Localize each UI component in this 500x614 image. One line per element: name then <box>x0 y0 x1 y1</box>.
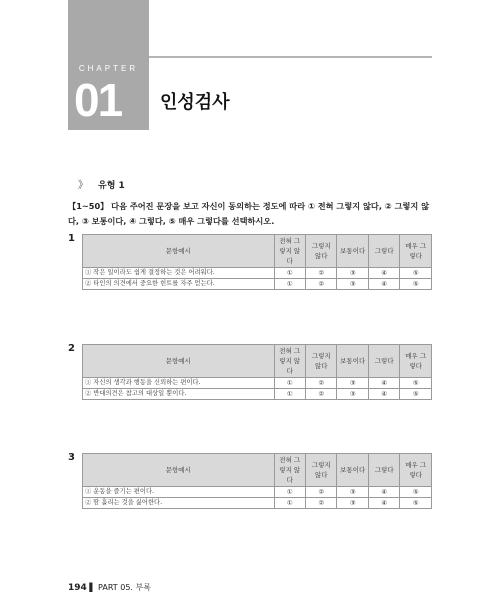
header-strongly-disagree: 전혀 그렇지 않다 <box>274 454 305 487</box>
option-1[interactable]: ① <box>274 487 305 498</box>
survey-table <box>82 453 432 509</box>
table-row <box>83 378 432 389</box>
chapter-block <box>68 0 149 130</box>
question-number: 2 <box>68 343 75 354</box>
statement-text: ② 반대의견은 참고의 대상일 뿐이다. <box>83 389 275 400</box>
statement-text: ② 땀 흘리는 것을 싫어한다. <box>83 498 275 509</box>
option-2[interactable]: ② <box>306 279 337 290</box>
option-1[interactable]: ① <box>274 389 305 400</box>
option-5[interactable]: ⑤ <box>400 378 432 389</box>
option-2[interactable]: ② <box>306 498 337 509</box>
header-statement: 문항예시 <box>83 235 275 268</box>
header-agree: 그렇다 <box>368 454 399 487</box>
option-2[interactable]: ② <box>306 378 337 389</box>
header-disagree: 그렇지 않다 <box>306 454 337 487</box>
footer-part-label: PART 05. 부록 <box>98 583 151 592</box>
option-5[interactable]: ⑤ <box>400 487 432 498</box>
survey-table <box>82 234 432 290</box>
section-heading <box>78 176 125 191</box>
statement-text: ① 자신의 생각과 행동을 신뢰하는 편이다. <box>83 378 275 389</box>
table-row <box>83 498 432 509</box>
table-header-row <box>83 345 432 378</box>
option-1[interactable]: ① <box>274 498 305 509</box>
option-2[interactable]: ② <box>306 389 337 400</box>
header-neutral: 보통이다 <box>337 235 368 268</box>
option-4[interactable]: ④ <box>368 389 399 400</box>
option-3[interactable]: ③ <box>337 498 368 509</box>
header-strongly-agree: 매우 그렇다 <box>400 345 432 378</box>
top-rule <box>149 56 432 58</box>
option-3[interactable]: ③ <box>337 487 368 498</box>
double-chevron-icon: 》 <box>78 180 88 191</box>
option-3[interactable]: ③ <box>337 279 368 290</box>
statement-text: ① 작은 일이라도 쉽게 결정하는 것은 어려워다. <box>83 268 275 279</box>
table-header-row <box>83 235 432 268</box>
page-number: 194 <box>68 583 87 593</box>
header-strongly-agree: 매우 그렇다 <box>400 454 432 487</box>
table-header-row <box>83 454 432 487</box>
chapter-number: 01 <box>74 74 122 126</box>
option-5[interactable]: ⑤ <box>400 498 432 509</box>
option-1[interactable]: ① <box>274 378 305 389</box>
header-strongly-disagree: 전혀 그렇지 않다 <box>274 235 305 268</box>
table-row <box>83 487 432 498</box>
option-3[interactable]: ③ <box>337 378 368 389</box>
section-title: 유형 1 <box>98 181 125 191</box>
table-row <box>83 279 432 290</box>
header-neutral: 보통이다 <box>337 454 368 487</box>
table-row <box>83 268 432 279</box>
header-strongly-disagree: 전혀 그렇지 않다 <box>274 345 305 378</box>
option-4[interactable]: ④ <box>368 268 399 279</box>
header-statement: 문항예시 <box>83 454 275 487</box>
header-disagree: 그렇지 않다 <box>306 235 337 268</box>
option-4[interactable]: ④ <box>368 279 399 290</box>
instruction-text: 【1~50】 다음 주어진 문장을 보고 자신이 동의하는 정도에 따라 ① 전혀 그렇지 않다, ② 그렇지 않다, ③ 보통이다, ④ 그렇다, ⑤ 매우 그렇다를 선택하시오. <box>68 201 430 226</box>
header-disagree: 그렇지 않다 <box>306 345 337 378</box>
option-4[interactable]: ④ <box>368 487 399 498</box>
statement-text: ① 운동을 즐기는 편이다. <box>83 487 275 498</box>
header-statement: 문항예시 <box>83 345 275 378</box>
page-footer <box>68 582 151 593</box>
chapter-title: 인성검사 <box>160 92 230 113</box>
survey-table <box>82 344 432 400</box>
statement-text: ② 타인의 의견에서 중요한 힌트를 자주 얻는다. <box>83 279 275 290</box>
table-row <box>83 389 432 400</box>
chapter-label: CHAPTER <box>78 64 139 73</box>
option-4[interactable]: ④ <box>368 498 399 509</box>
header-agree: 그렇다 <box>368 345 399 378</box>
header-agree: 그렇다 <box>368 235 399 268</box>
option-2[interactable]: ② <box>306 268 337 279</box>
option-3[interactable]: ③ <box>337 389 368 400</box>
option-1[interactable]: ① <box>274 279 305 290</box>
option-4[interactable]: ④ <box>368 378 399 389</box>
option-1[interactable]: ① <box>274 268 305 279</box>
option-2[interactable]: ② <box>306 487 337 498</box>
option-5[interactable]: ⑤ <box>400 389 432 400</box>
option-5[interactable]: ⑤ <box>400 268 432 279</box>
option-5[interactable]: ⑤ <box>400 279 432 290</box>
question-number: 1 <box>68 233 75 244</box>
question-number: 3 <box>68 452 75 463</box>
footer-separator: ▌ <box>89 583 96 592</box>
header-neutral: 보통이다 <box>337 345 368 378</box>
option-3[interactable]: ③ <box>337 268 368 279</box>
header-strongly-agree: 매우 그렇다 <box>400 235 432 268</box>
